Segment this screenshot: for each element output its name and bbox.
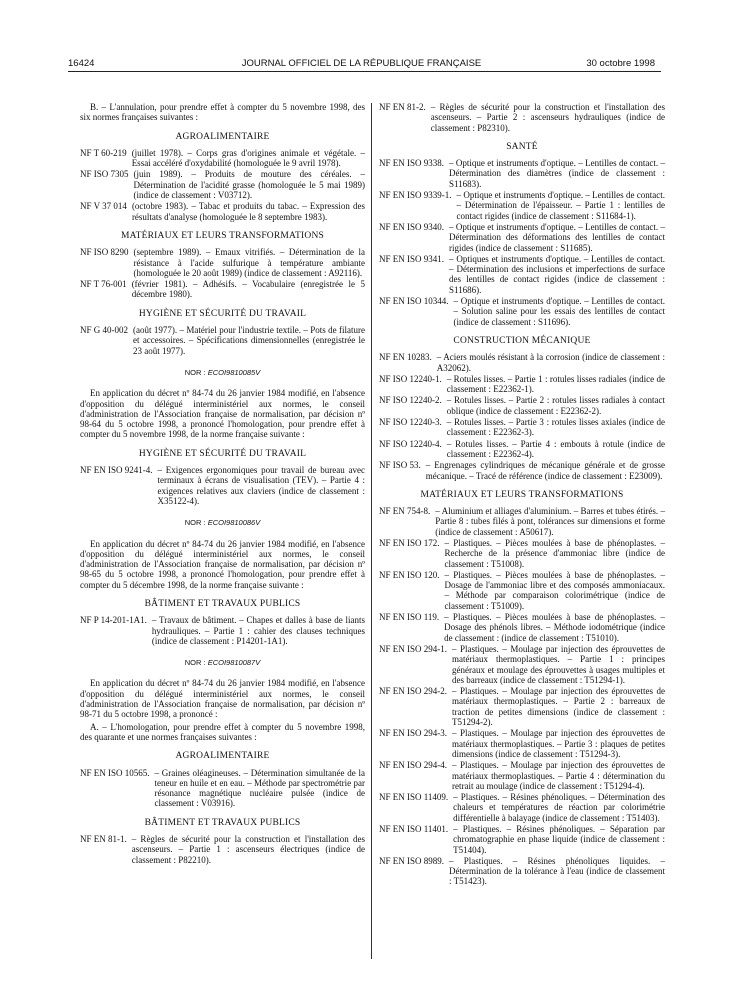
standard-entry <box>379 102 665 133</box>
standard-entry <box>80 768 365 809</box>
standard-code: NF EN ISO 9339-1. <box>379 190 452 201</box>
standard-entry <box>80 148 365 169</box>
standard-code: NF EN 10283. <box>379 352 432 363</box>
standard-entry <box>379 760 665 791</box>
standard-entry <box>379 538 665 569</box>
standard-entry <box>379 395 665 416</box>
section-title: BÂTIMENT ET TRAVAUX PUBLICS <box>144 817 301 828</box>
section-title: BÂTIMENT ET TRAVAUX PUBLICS <box>144 598 301 609</box>
nor-code: ECOI9810087V <box>207 658 261 668</box>
standard-description: – Exigences ergonomiques pour travail de bureau avec terminaux à écrans de visualisation (TEV). – Partie 4 : exigences relatives aux claviers (indice de classement : X35122-4). <box>157 465 365 506</box>
standard-description: – Rotules lisses. – Partie 3 : rotules lisses axiales (indice de classement : E22362-3). <box>446 417 665 438</box>
standard-code: NF T 60-219 <box>80 147 127 158</box>
standard-description: (août 1977). – Matériel pour l'industrie textile. – Pots de filature et accessoires. – Spécifications dimensionnelles (enregistrée le 23 août 1977). <box>133 325 365 356</box>
standard-code: NF EN ISO 294-2. <box>379 686 448 697</box>
standard-description: – Plastiques. – Moulage par injection des éprouvettes de matériaux thermoplastiques. – Partie 4 : détermination du retrait au moulage (indice de classement : T51294-4). <box>452 760 665 791</box>
page-number: 16424 <box>68 58 95 69</box>
section-title: CONSTRUCTION MÉCANIQUE <box>453 335 591 346</box>
standard-entry <box>379 792 665 823</box>
standard-code: NF EN ISO 294-1. <box>379 643 448 654</box>
standard-entry <box>80 615 365 646</box>
standard-description: – Plastiques. – Moulage par injection des éprouvettes de matériaux thermoplastiques. – Partie 2 : barreaux de traction de petites dimensions (indice de classement : T51294-2). <box>452 686 665 728</box>
standard-description: – Plastiques. – Résines phénoliques. – Séparation par chromatographie en phase liquide (indice de classement : T51404). <box>453 824 665 855</box>
standard-description: – Optique et instruments d'optique. – Lentilles de contact. – Détermination de l'épaisseur. – Partie 1 : lentilles de contact rigides (indice de classement : S11684-1). <box>456 190 665 221</box>
standard-code: NF ISO 12240-4. <box>379 438 442 449</box>
nor-label: NOR : <box>184 518 206 528</box>
standard-description: – Plastiques. – Pièces moulées à base de phénoplastes. – Dosage des phénols libres. – Méthode iodométrique (indice de classement : (indice de classement : T51010). <box>444 612 665 643</box>
standard-description: – Optique et instruments d'optique. – Lentilles de contact. – Détermination des diamètres (indice de classement : S11683). <box>449 158 665 189</box>
standard-entry <box>379 352 665 373</box>
section-title: AGROALIMENTAIRE <box>175 131 270 142</box>
column-divider <box>371 103 372 959</box>
standard-code: NF EN 81-2. <box>379 102 426 112</box>
standard-entry <box>379 728 665 759</box>
nor-code: ECOI9810086V <box>207 518 261 528</box>
standard-description: – Plastiques. – Moulage par injection des éprouvettes de matériaux thermoplastiques. – Partie 1 : principes généraux et moulage des éprouvettes à usages multiples et des barreaux (indice de classement : T51294-1). <box>452 643 665 685</box>
standard-entry <box>80 325 365 356</box>
standard-code: NF EN ISO 10565. <box>80 767 150 778</box>
standard-description: (février 1981). – Adhésifs. – Vocabulaire (enregistrée le 5 décembre 1980). <box>131 279 365 300</box>
nor-reference <box>80 658 365 668</box>
standard-code: NF G 40-002 <box>80 325 129 336</box>
intro-paragraph: B. – L'annulation, pour prendre effet à compter du 5 novembre 1998, des six normes françaises suivantes : <box>80 102 365 123</box>
standard-code: NF EN ISO 120. <box>379 569 440 580</box>
standard-entry <box>379 222 665 253</box>
standard-code: NF P 14-201-1A1. <box>80 615 147 626</box>
standard-code: NF EN ISO 9338. <box>379 158 445 169</box>
standard-description: – Plastiques. – Résines phénoliques. – Détermination des chaleurs et températures de réaction par colorimétrie différentielle à balayage (indice de classement : T51403). <box>453 792 665 823</box>
left-sections <box>80 132 365 356</box>
standard-code: NF T 76-001 <box>80 279 127 290</box>
standard-code: NF ISO 12240-2. <box>379 395 442 406</box>
standard-entry <box>379 439 665 460</box>
standard-description: – Travaux de bâtiment. – Chapes et dalles à base de liants hydrauliques. – Partie 1 : cahier des clauses techniques (indice de classement : P14201-1A1). <box>151 615 365 646</box>
standard-entry <box>379 612 665 643</box>
standard-description: – Rotules lisses. – Partie 1 : rotules lisses radiales (indice de classement : E22362-1). <box>446 373 665 395</box>
standard-code: NF EN ISO 9340. <box>379 221 445 232</box>
standard-code: NF EN ISO 9241-4. <box>80 465 153 476</box>
standards-list <box>80 615 365 646</box>
nor-label: NOR : <box>184 367 206 377</box>
header-rule <box>68 71 661 72</box>
standard-description: – Aluminium et alliages d'aluminium. – Barres et tubes étirés. – Partie 8 : tubes filés à pont, tolérances sur dimensions et forme (indice de classement : A50617). <box>435 506 665 537</box>
standard-entry <box>80 201 365 222</box>
standards-list <box>80 465 365 506</box>
standard-code: NF EN ISO 11401. <box>379 824 449 834</box>
standards-list <box>80 247 365 299</box>
standard-entry <box>379 254 665 295</box>
decision-paragraph: En application du décret nº 84-74 du 26 janvier 1984 modifié, en l'absence d'opposition du délégué interministériel aux normes, le conseil d'administration de l'Association française de normalisation, par décision nº 98-64 du 5 octobre 1998, a prononcé l'homologation, pour prendre effet à compter du 5 novembre 1998, de la norme française suivante : <box>80 388 365 440</box>
standard-description: – Règles de sécurité pour la construction et l'installation des ascenseurs. – Partie 1 : ascenseurs électriques (indice de classement : P82210). <box>131 834 365 865</box>
standard-code: NF ISO 12240-1. <box>379 373 442 384</box>
standard-entry <box>379 856 665 887</box>
standard-code: NF EN ISO 8989. <box>379 855 445 866</box>
section-title: HYGIÈNE ET SÉCURITÉ DU TRAVAIL <box>138 448 307 459</box>
homologation-paragraph: A. – L'homologation, pour prendre effet à compter du 5 novembre 1998, des quarante et une normes françaises suivantes : <box>80 721 365 742</box>
decision-paragraph: En application du décret nº 84-74 du 26 janvier 1984 modifié, en l'absence d'opposition du délégué interministériel aux normes, le conseil d'administration de l'Association française de normalisation, par décision nº 98-65 du 5 octobre 1998, a prononcé l'homologation, pour prendre effet à compter du 5 décembre 1998, de la norme française suivante : <box>80 538 365 590</box>
standard-description: – Graines oléagineuses. – Détermination simultanée de la teneur en huile et en eau. – Méthode par spectrométrie par résonance magnétique nucléaire pulsée (indice de classement : V03916). <box>154 767 365 809</box>
standard-description: – Rotules lisses. – Partie 2 : rotules lisses radiales à contact oblique (indice de classement : E22362-2). <box>446 395 665 416</box>
standard-description: – Règles de sécurité pour la construction et l'installation des ascenseurs. – Partie 2 : ascenseurs hydrauliques (indice de classement : P82310). <box>430 102 665 133</box>
nor-code: ECOI9810085V <box>207 367 261 377</box>
standard-code: NF EN ISO 11409. <box>379 792 449 803</box>
nor-reference <box>80 518 365 528</box>
standard-entry <box>379 417 665 438</box>
standard-code: NF ISO 12240-3. <box>379 417 442 428</box>
standard-entry <box>379 570 665 611</box>
issue-date: 30 octobre 1998 <box>586 58 655 69</box>
standard-code: NF EN ISO 172. <box>379 537 440 548</box>
nor-label: NOR : <box>184 658 206 668</box>
standard-entry <box>80 465 365 506</box>
standard-entry <box>80 279 365 300</box>
standard-description: – Optiques et instruments d'optique. – Lentilles de contact. – Détermination des inclusions et imperfections de surface des lentilles de contact rigides (indice de classement : S11686). <box>449 253 665 295</box>
standard-code: NF ISO 53. <box>379 460 421 471</box>
standards-list <box>80 325 365 356</box>
left-column <box>80 102 365 866</box>
standard-entry <box>379 190 665 221</box>
standard-code: NF EN ISO 10344. <box>379 296 449 307</box>
standard-code: NF EN ISO 119. <box>379 612 440 623</box>
standard-entry <box>379 506 665 537</box>
page-header <box>68 58 655 72</box>
standard-description: (octobre 1983). – Tabac et produits du tabac. – Expression des résultats d'analyse (homologuée le 8 septembre 1983). <box>131 201 365 222</box>
standard-description: (septembre 1989). – Emaux vitrifiés. – Détermination de la résistance à l'acide sulfurique à température ambiante (homologuée le 20 août 1989) (indice de classement : A92116). <box>133 247 365 278</box>
standards-list <box>80 148 365 222</box>
standards-list <box>80 834 365 865</box>
standard-entry <box>80 834 365 865</box>
standard-entry <box>379 686 665 727</box>
journal-title: JOURNAL OFFICIEL DE LA RÉPUBLIQUE FRANÇAISE <box>241 58 482 69</box>
section-title: SANTÉ <box>506 141 538 152</box>
standard-code: NF EN 754-8. <box>379 506 431 517</box>
standard-description: – Optique et instruments d'optique. – Lentilles de contact. – Détermination des déformations des lentilles de contact rigides (indice de classement : S11685). <box>449 221 665 253</box>
section-title: HYGIÈNE ET SÉCURITÉ DU TRAVAIL <box>138 308 307 319</box>
standard-code: NF EN 81-1. <box>80 834 127 845</box>
standard-description: – Plastiques. – Pièces moulées à base de phénoplastes. – Dosage de l'ammoniac libre et des composés ammoniacaux. – Méthode par comparaison colorimétrique (indice de classement : T51009). <box>444 569 665 611</box>
section-title: MATÉRIAUX ET LEURS TRANSFORMATIONS <box>120 230 325 241</box>
standard-entry <box>379 824 665 855</box>
standard-description: – Plastiques. – Résines phénoliques liquides. – Détermination de la tolérance à l'eau (indice de classement : T51423). <box>449 855 665 887</box>
decision-paragraph: En application du décret nº 84-74 du 26 janvier 1984 modifié, en l'absence d'opposition du délégué interministériel aux normes, le conseil d'administration de l'Association française de normalisation, par décision nº 98-71 du 5 octobre 1998, a prononcé : <box>80 678 365 720</box>
standard-code: NF ISO 7305 <box>80 169 129 180</box>
standard-code: NF V 37 014 <box>80 201 127 212</box>
standards-list <box>379 102 665 133</box>
standard-entry <box>80 169 365 200</box>
section-title: AGROALIMENTAIRE <box>175 751 270 762</box>
standards-list <box>379 506 665 887</box>
standard-entry <box>379 460 665 481</box>
standard-description: – Plastiques. – Pièces moulées à base de phénoplastes. – Recherche de la présence d'ammoniac libre (indice de classement : T51008). <box>444 537 665 569</box>
standard-description: – Plastiques. – Moulage par injection des éprouvettes de matériaux thermoplastiques. – Partie 3 : plaques de petites dimensions (indice de classement : T51294-3). <box>452 728 665 759</box>
standard-description: – Rotules lisses. – Partie 4 : embouts à rotule (indice de classement : E22362-4). <box>446 438 665 459</box>
standard-entry <box>379 374 665 395</box>
standard-code: NF ISO 8290 <box>80 247 129 258</box>
right-sections <box>379 142 665 887</box>
standards-list <box>379 352 665 481</box>
section-title: MATÉRIAUX ET LEURS TRANSFORMATIONS <box>420 489 624 500</box>
standard-description: (juillet 1978). – Corps gras d'origines animale et végétale. – Essai accéléré d'oxydabilité (homologuée le 9 avril 1978). <box>131 147 365 169</box>
standard-entry <box>379 158 665 189</box>
standard-description: – Optique et instruments d'optique. – Lentilles de contact. – Solution saline pour les essais des lentilles de contact (indice de classement : S11696). <box>453 296 665 327</box>
standard-description: (juin 1989). – Produits de mouture des céréales. – Détermination de l'acidité grasse (homologuée le 5 mai 1989) (indice de classement : V03712). <box>133 169 365 201</box>
standards-list <box>379 158 665 327</box>
nor-reference <box>80 368 365 378</box>
standard-code: NF EN ISO 294-4. <box>379 760 448 771</box>
standard-code: NF EN ISO 294-3. <box>379 728 448 739</box>
standard-description: – Aciers moulés résistant à la corrosion (indice de classement : A32062). <box>436 352 665 373</box>
standard-code: NF EN ISO 9341. <box>379 253 445 264</box>
standard-entry <box>80 247 365 278</box>
standard-description: – Engrenages cylindriques de mécanique générale et de grosse mécanique. – Tracé de référence (indice de classement : E23009). <box>425 460 665 481</box>
standard-entry <box>379 644 665 685</box>
right-column <box>379 102 665 888</box>
standards-list <box>80 768 365 809</box>
standard-entry <box>379 296 665 327</box>
